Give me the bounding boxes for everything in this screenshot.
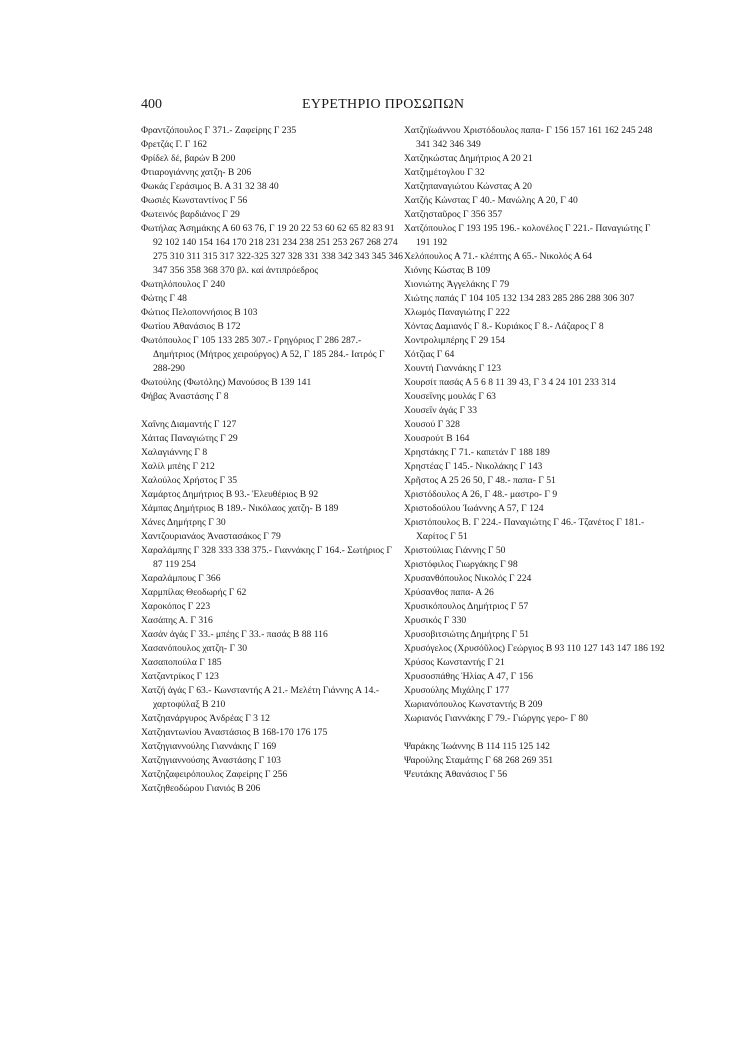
index-entry: Χατζηϊωάννου Χριστόδουλος παπα- Γ 156 157 161 162 245 248 341 342 346 349 xyxy=(404,125,653,150)
index-entry: Χρυσοσπάθης Ἡλίας Α 47, Γ 156 xyxy=(404,671,533,682)
index-entry: Φώτης Γ 48 xyxy=(141,293,187,304)
index-entry: Φωσιές Κωνσταντίνος Γ 56 xyxy=(141,195,248,206)
index-entry: Φωτήλας Ἀσημάκης Α 60 63 76, Γ 19 20 22 53 60 62 65 82 83 91 92 102 140 154 164 170 218 231 234 238 251 253 267 268 274 275 310 311 315 317 322-325 327 328 331 338 342 343 345 346 347 356 358 368 370 βλ. καί ἀντιπρόεδρος xyxy=(141,223,403,276)
index-entry: Φραντζόπουλος Γ 371.- Ζαφείρης Γ 235 xyxy=(141,125,297,136)
index-entry: Χάιτας Παναγιώτης Γ 29 xyxy=(141,433,238,444)
index-entry: Φρίδελ δέ, βαρών Β 200 xyxy=(141,153,236,164)
index-entry: Χαρμπίλας Θεοδωρής Γ 62 xyxy=(141,587,247,598)
index-column-left xyxy=(141,124,403,796)
index-entry: Χουσού Γ 328 xyxy=(404,419,460,430)
index-entry: Ψευτάκης Ἀθανάσιος Γ 56 xyxy=(404,769,507,780)
index-entry: Φωτεινός βαρδιάνος Γ 29 xyxy=(141,209,240,220)
index-entry: Χατζηθεοδώρου Γιανιός Β 206 xyxy=(141,783,261,794)
index-entry: Χάνες Δημήτρης Γ 30 xyxy=(141,517,226,528)
index-entry: Ψαράκης Ἰωάννης Β 114 115 125 142 xyxy=(404,741,550,752)
index-entry: Χατζηανάργυρος Ἀνδρέας Γ 3 12 xyxy=(141,713,270,724)
index-entry: Χρύσος Κωνσταντής Γ 21 xyxy=(404,657,505,668)
index-entry: Χιόνης Κώστας Β 109 xyxy=(404,265,491,276)
index-entry: Χρυσόγελος (Χρυσόῦλος) Γεώργιος Β 93 110 127 143 147 186 192 xyxy=(404,643,665,654)
group-divider xyxy=(404,726,666,740)
index-entry: Χριστόφιλος Γιωργάκης Γ 98 xyxy=(404,559,518,570)
index-entry: Χρηστάκης Γ 71.- καπετάν Γ 188 189 xyxy=(404,447,550,458)
index-entry: Χαραλάμπης Γ 328 333 338 375.- Γιαννάκης Γ 164.- Σωτήριος Γ 87 119 254 xyxy=(141,545,392,570)
index-entry: Χριστόδουλος Α 26, Γ 48.- μαστρο- Γ 9 xyxy=(404,489,558,500)
index-entry: Χρύσανθος παπα- Α 26 xyxy=(404,587,494,598)
index-entry: Χωριανόπουλος Κωνσταντής Β 209 xyxy=(404,699,543,710)
index-entry: Χατζαντρίκος Γ 123 xyxy=(141,671,219,682)
group-divider xyxy=(141,404,403,418)
index-entry: Φωτίου Ἀθανάσιος Β 172 xyxy=(141,321,241,332)
page-title: ΕΥΡΕΤΗΡΙΟ ΠΡΟΣΩΠΩΝ xyxy=(302,97,465,112)
index-entry: Χάμπας Δημήτριος Β 189.- Νικόλαος χατζη- Β 189 xyxy=(141,503,339,514)
index-entry: Χλωμός Παναγιώτης Γ 222 xyxy=(404,307,510,318)
index-entry: Χριστούλιας Γιάννης Γ 50 xyxy=(404,545,506,556)
page-number: 400 xyxy=(141,97,162,112)
index-entry: Χασάν ἀγάς Γ 33.- μπέης Γ 33.- πασάς Β 88 116 xyxy=(141,629,328,640)
index-entry: Χατζημέτογλου Γ 32 xyxy=(404,167,485,178)
index-entry: Χατζής Κώνστας Γ 40.- Μανώλης Α 20, Γ 40 xyxy=(404,195,578,206)
index-entry: Χελόπουλος Α 71.- κλέπτης Α 65.- Νικολός Α 64 xyxy=(404,251,593,262)
index-column-right xyxy=(404,124,666,782)
index-entry: Χατζηκώστας Δημήτριος Α 20 21 xyxy=(404,153,533,164)
index-entry: Χαραλάμπους Γ 366 xyxy=(141,573,221,584)
index-entry: Φωτηλόπουλος Γ 240 xyxy=(141,279,226,290)
index-entry: Χόντας Δαμιανός Γ 8.- Κυριάκος Γ 8.- Λάζαρος Γ 8 xyxy=(404,321,604,332)
index-entry: Χαλίλ μπέης Γ 212 xyxy=(141,461,215,472)
index-entry: Χασανόπουλος χατζη- Γ 30 xyxy=(141,643,247,654)
index-entry: Χαΐνης Διαμαντής Γ 127 xyxy=(141,419,237,430)
index-entry: Χατζησταῦρος Γ 356 357 xyxy=(404,209,503,220)
index-entry: Χουρσίτ πασάς Α 5 6 8 11 39 43, Γ 3 4 24 101 233 314 xyxy=(404,377,616,388)
index-entry: Χρῆστος Α 25 26 50, Γ 48.- παπα- Γ 51 xyxy=(404,475,556,486)
index-entry: Χοντρολιμπέρης Γ 29 154 xyxy=(404,335,505,346)
index-entry: Χριστοδούλου Ἰωάννης Α 57, Γ 124 xyxy=(404,503,544,514)
index-entry: Χατζηαντωνίου Ἀναστάσιος Β 168-170 176 175 xyxy=(141,727,328,738)
index-entry: Χατζηπαναγιώτου Κώνστας Α 20 xyxy=(404,181,532,192)
index-entry: Χαροκόπος Γ 223 xyxy=(141,601,211,612)
index-entry: Χατζηζαφειρόπουλος Ζαφείρης Γ 256 xyxy=(141,769,288,780)
index-entry: Χουσεΐνης μουλάς Γ 63 xyxy=(404,391,496,402)
index-entry: Φωτόπουλος Γ 105 133 285 307.- Γρηγόριος Γ 286 287.- Δημήτριος (Μήτρος χειρούργος) Α 52, Γ 185 284.- Ιατρός Γ 288-290 xyxy=(141,335,385,374)
index-entry: Χιονιώτης Ἀγγελάκης Γ 79 xyxy=(404,279,510,290)
index-entry: Χριστόπουλος Β. Γ 224.- Παναγιώτης Γ 46.- Τζανέτος Γ 181.- Χαρίτος Γ 51 xyxy=(404,517,645,542)
index-entry: Χατζόπουλος Γ 193 195 196.- κολονέλος Γ 221.- Παναγιώτης Γ 191 192 xyxy=(404,223,651,248)
index-entry: Φωκάς Γεράσιμος Β. Α 31 32 38 40 xyxy=(141,181,279,192)
index-group-phi xyxy=(141,124,403,404)
index-entry: Χρυσικόπουλος Δημήτριος Γ 57 xyxy=(404,601,529,612)
index-entry: Χαμάρτος Δημήτριος Β 93.- Ἐλευθέριος Β 92 xyxy=(141,489,319,500)
index-entry: Χατζηγιαννούσης Ἀναστάσης Γ 103 xyxy=(141,755,281,766)
index-entry: Χουντή Γιαννάκης Γ 123 xyxy=(404,363,501,374)
index-entry: Χρυσικός Γ 330 xyxy=(404,615,467,626)
index-entry: Χιώτης παπάς Γ 104 105 132 134 283 285 286 288 306 307 xyxy=(404,293,635,304)
index-entry: Χρυσοβιτσιώτης Δημήτρης Γ 51 xyxy=(404,629,530,640)
index-entry: Φρετζάς Γ. Γ 162 xyxy=(141,139,208,150)
index-entry: Χαλαγιάννης Γ 8 xyxy=(141,447,208,458)
index-entry: Χασαποπούλα Γ 185 xyxy=(141,657,222,668)
index-group-chi-continued xyxy=(404,124,666,726)
index-entry: Φωτούλης (Φωτόλης) Μανούσος Β 139 141 xyxy=(141,377,312,388)
index-entry: Χατζή ἀγάς Γ 63.- Κωνσταντής Α 21.- Μελέτη Γιάννης Α 14.- χαρτοφύλαξ Β 210 xyxy=(141,685,380,710)
index-entry: Χουσεΐν ἀγάς Γ 33 xyxy=(404,405,478,416)
index-entry: Χαντζουριανάος Ἀναστασάκος Γ 79 xyxy=(141,531,281,542)
index-entry: Φώτιος Πελοποννήσιος Β 103 xyxy=(141,307,258,318)
index-entry: Χρυσούλης Μιχάλης Γ 177 xyxy=(404,685,510,696)
index-group-psi xyxy=(404,740,666,782)
index-entry: Φήβας Ἀναστάσης Γ 8 xyxy=(141,391,229,402)
index-group-chi xyxy=(141,418,403,796)
index-entry: Χατζηγιαννούλης Γιαννάκης Γ 169 xyxy=(141,741,277,752)
index-entry: Χωριανός Γιαννάκης Γ 79.- Γιώργης γερο- Γ 80 xyxy=(404,713,588,724)
index-entry: Χότζιας Γ 64 xyxy=(404,349,455,360)
index-entry: Χρυσανθόπουλος Νικολός Γ 224 xyxy=(404,573,532,584)
index-entry: Χουσρούτ Β 164 xyxy=(404,433,470,444)
index-entry: Χασάπης Α. Γ 316 xyxy=(141,615,213,626)
index-entry: Ψαρούλης Σταμάτης Γ 68 268 269 351 xyxy=(404,755,554,766)
index-entry: Χαλούλος Χρήστος Γ 35 xyxy=(141,475,238,486)
index-entry: Χρηστέας Γ 145.- Νικολάκης Γ 143 xyxy=(404,461,543,472)
index-entry: Φτιαρογιάννης χατζη- Β 206 xyxy=(141,167,252,178)
